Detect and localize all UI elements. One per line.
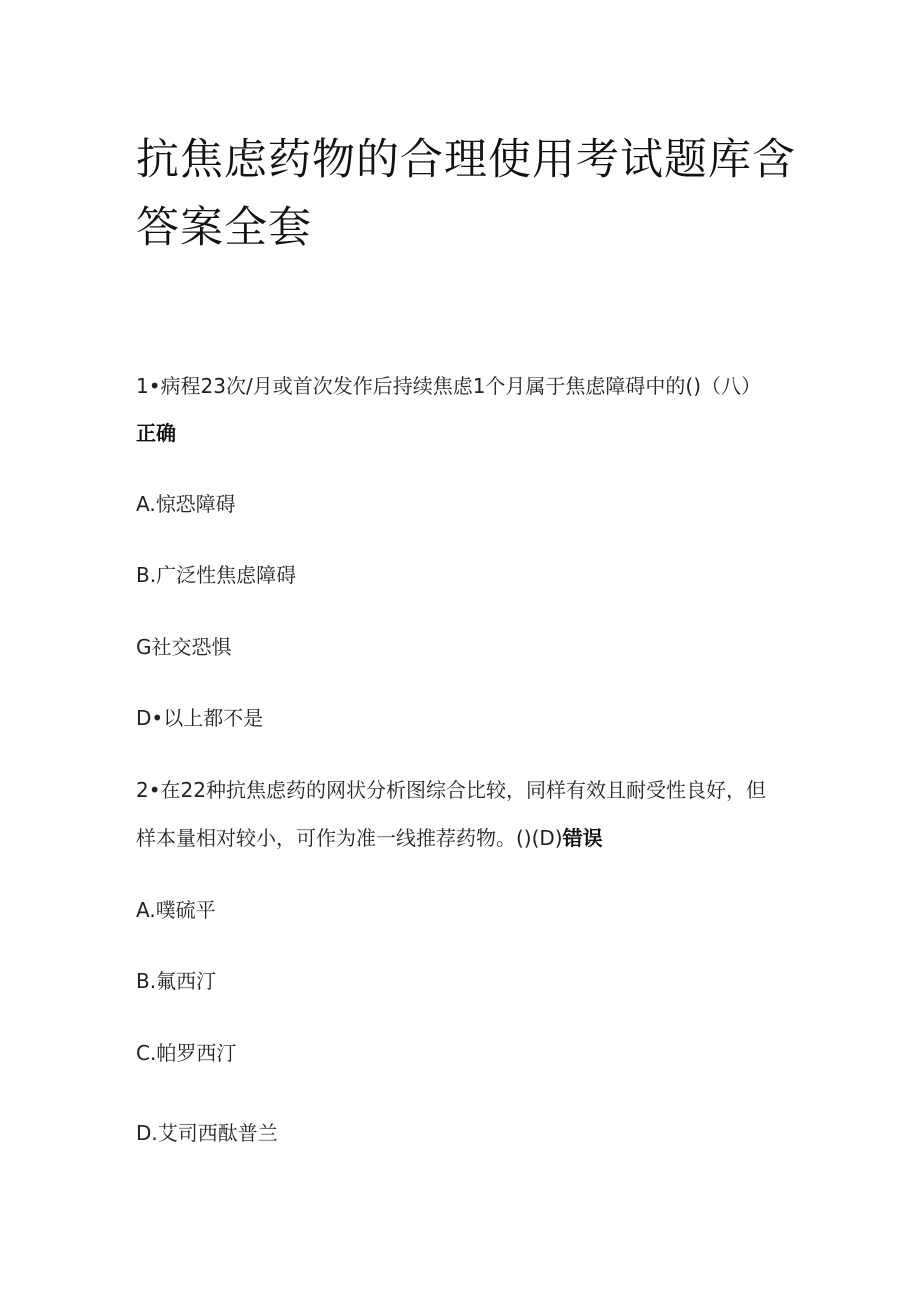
document-title: 抗焦虑药物的合理使用考试题库含答案全套	[136, 135, 796, 253]
question-1-stem: 1•病程23次/月或首次发作后持续焦虑1个月属于焦虑障碍中的()（八）	[136, 374, 762, 398]
question-2-verdict: 错误	[562, 826, 603, 850]
question-2-option-c: C.帕罗西汀	[136, 1041, 237, 1065]
question-1-option-b: B.广泛性焦虑障碍	[136, 563, 297, 587]
question-2-stem-line-2	[136, 825, 603, 851]
question-1-option-a: A.惊恐障碍	[136, 492, 236, 516]
question-2-option-b: B.氟西汀	[136, 969, 217, 993]
question-2-stem-text: 样本量相对较小，可作为准一线推荐药物。()(D)	[136, 826, 563, 850]
question-2-option-a: A.噗硫平	[136, 898, 216, 922]
question-1-verdict: 正确	[136, 421, 176, 445]
question-2-option-d: D.艾司西酞普兰	[136, 1121, 278, 1145]
question-1-option-d: D•以上都不是	[136, 706, 264, 730]
question-2-stem-line-1: 2•在22种抗焦虑药的网状分析图综合比较，同样有效且耐受性良好，但	[136, 778, 766, 802]
question-1-option-c: G社交恐惧	[136, 635, 232, 659]
